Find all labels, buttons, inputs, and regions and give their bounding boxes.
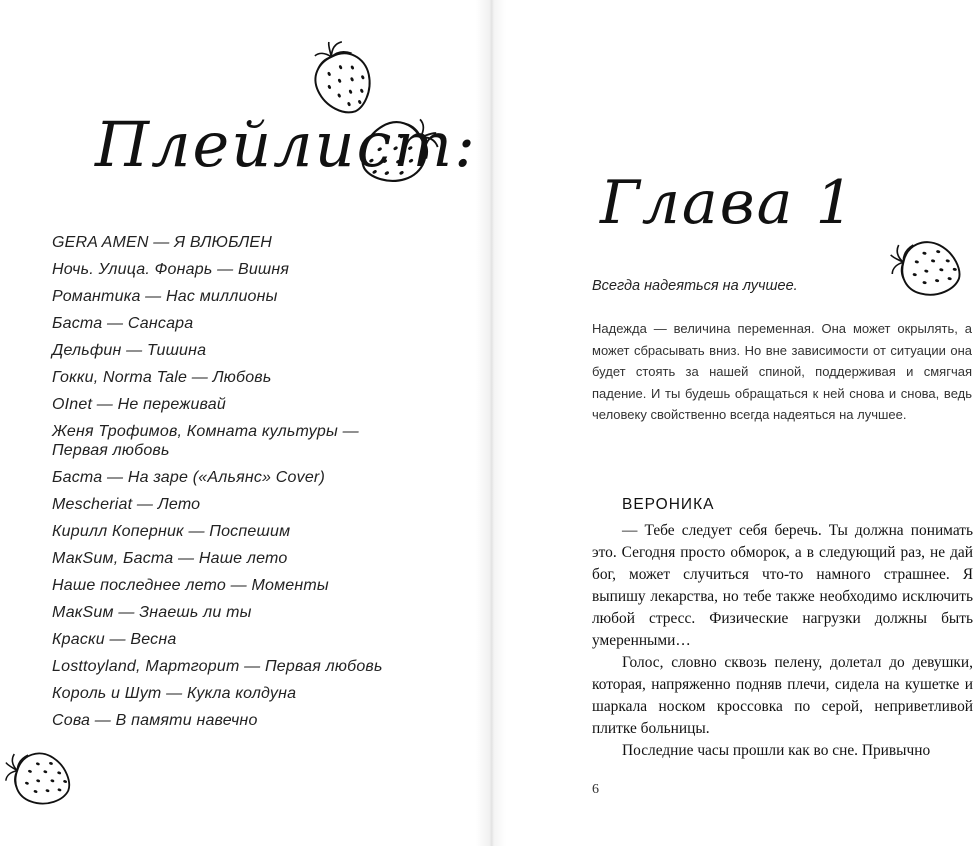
playlist-item: Сова — В памяти навечно xyxy=(52,712,258,729)
strawberry-icon xyxy=(300,40,384,116)
section-heading: ВЕРОНИКА xyxy=(622,496,715,513)
chapter-title: Глава 1 xyxy=(600,168,856,238)
playlist-item: Наше последнее лето — Моменты xyxy=(52,577,329,594)
paragraph: Последние часы прошли как во сне. Привычно xyxy=(622,742,931,759)
playlist-item: Гокки, Norma Tale — Любовь xyxy=(52,369,272,386)
playlist-item: Ночь. Улица. Фонарь — Вишня xyxy=(52,261,290,278)
playlist-item: Романтика — Нас миллионы xyxy=(52,288,278,305)
playlist-item: GERA AMEN — Я ВЛЮБЛЕН xyxy=(52,234,272,251)
paragraph: Голос, словно сквозь пелену, долетал до девушки, которая, напряженно подняв плечи, сидела на кушетке и шаркала носком кроссовка по серой, неприветливой плитке больницы. xyxy=(592,654,973,737)
paragraph: — Тебе следует себя беречь. Ты должна понимать это. Сегодня просто обморок, а в следующий раз, не дай бог, может случиться что-то намного страшнее. Я выпишу лекарства, но тебе также необходимо исключить любой стресс. Физические нагрузки должны быть умеренными… xyxy=(592,522,973,649)
chapter-intro: Надежда — величина переменная. Она может окрылять, а может сбрасывать вниз. Но вне зависимости от ситуации она будет стоять за нашей спиной, поддерживая и смягчая падение. И ты будешь обращаться к ней снова и снова, ведь человеку свойственно всегда надеяться на лучшее. xyxy=(592,321,972,422)
playlist-item: Losttoyland, Мартгорит — Первая любовь xyxy=(52,658,383,675)
page-number: 6 xyxy=(592,782,599,797)
playlist-item: МакSим — Знаешь ли ты xyxy=(52,604,252,621)
playlist-item: Дельфин — Тишина xyxy=(52,342,207,359)
playlist-item: Кирилл Коперник — Поспешим xyxy=(52,523,291,540)
playlist-item: Король и Шут — Кукла колдуна xyxy=(52,685,297,702)
strawberry-icon xyxy=(884,230,970,304)
playlist-title: Плейлист: xyxy=(95,108,477,181)
playlist-item: Женя Трофимов, Комната культуры — Первая любовь xyxy=(52,423,359,459)
playlist-item: МакSим, Баста — Наше лето xyxy=(52,550,288,567)
playlist-item: Баста — На заре («Альянс» Cover) xyxy=(52,469,325,486)
strawberry-icon xyxy=(0,742,78,812)
playlist-item: OInet — Не переживай xyxy=(52,396,226,413)
epigraph: Всегда надеяться на лучшее. xyxy=(592,278,798,294)
playlist-item: Баста — Сансара xyxy=(52,315,194,332)
book-gutter xyxy=(476,0,506,846)
playlist-item: Mescheriat — Лето xyxy=(52,496,201,513)
playlist-item: Краски — Весна xyxy=(52,631,177,648)
body-text xyxy=(592,520,973,762)
playlist xyxy=(52,233,432,738)
